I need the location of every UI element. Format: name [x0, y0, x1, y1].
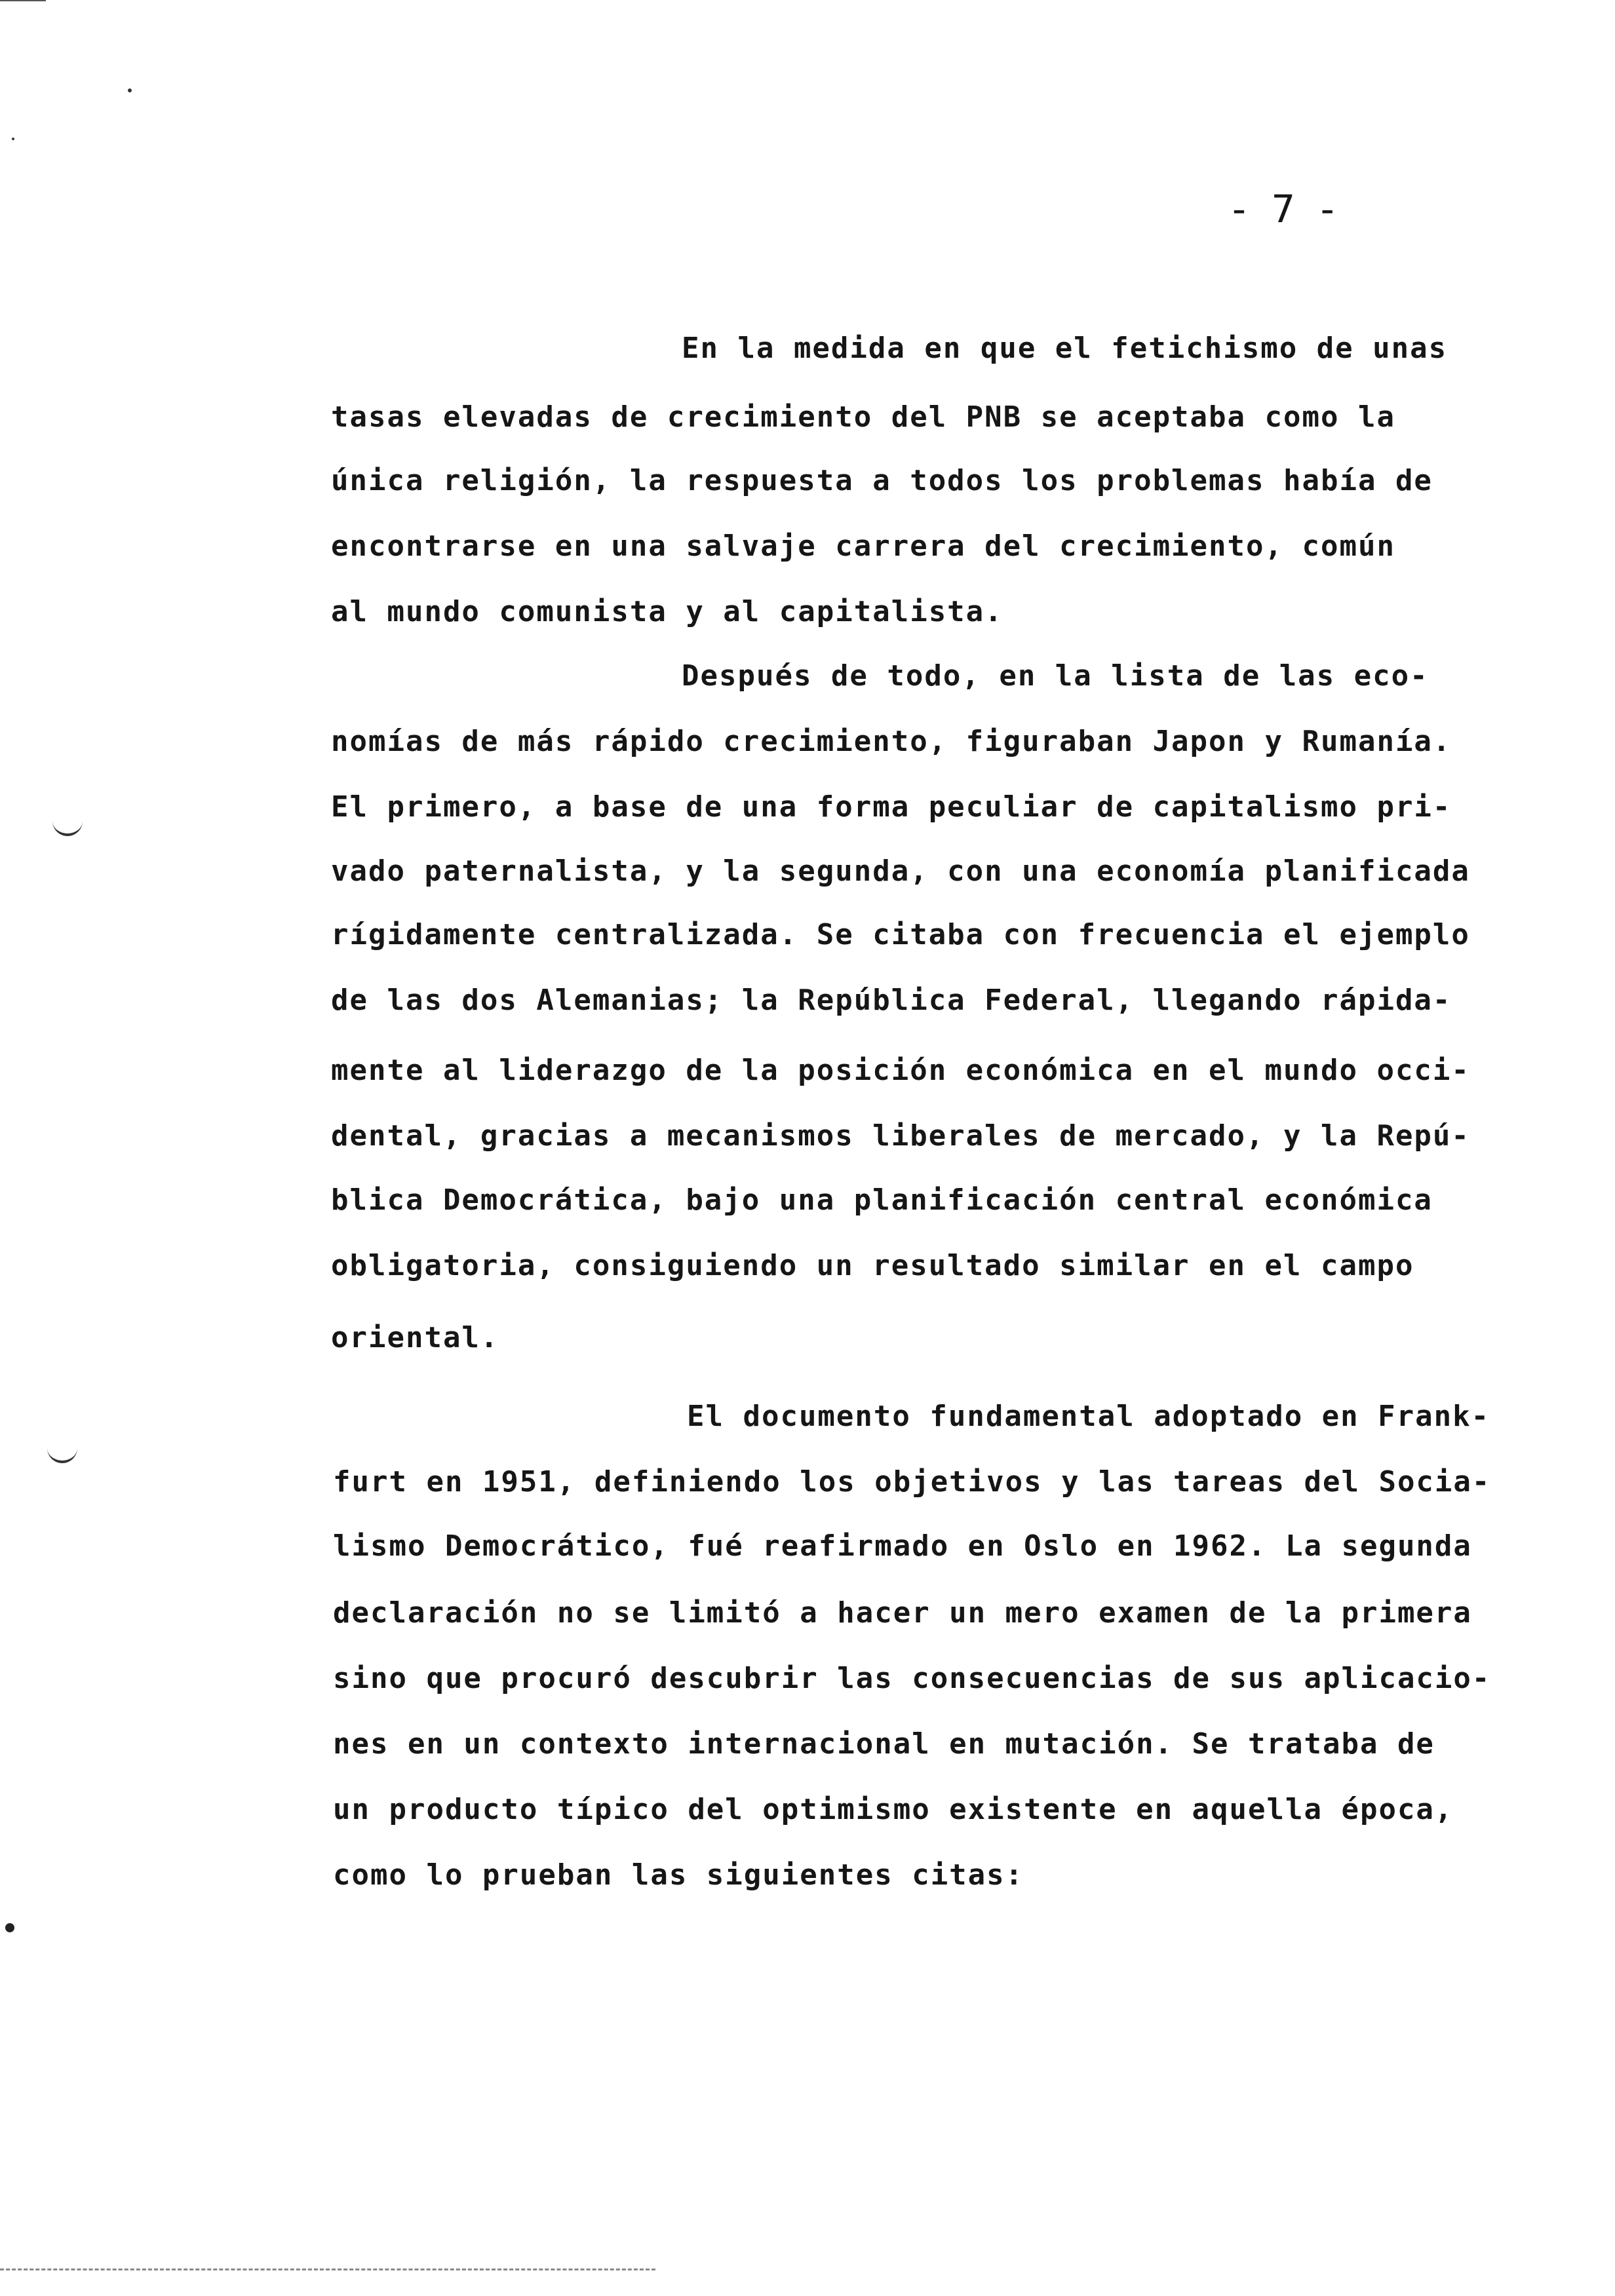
scan-speck	[128, 88, 132, 92]
page-number: - 7 -	[1232, 187, 1341, 231]
scan-bottom-edge	[0, 2268, 655, 2270]
text-line: al mundo comunista y al capitalista.	[331, 595, 1003, 628]
text-line: declaración no se limitó a hacer un mero examen de la primera	[333, 1596, 1472, 1630]
text-line: rígidamente centralizada. Se citaba con frecuencia el ejemplo	[331, 918, 1470, 951]
text-line: En la medida en que el fetichismo de unas	[682, 332, 1448, 365]
text-line: de las dos Alemanias; la República Federal, llegando rápida-	[331, 984, 1452, 1017]
scan-speck	[12, 138, 14, 140]
text-line: obligatoria, consiguiendo un resultado similar en el campo	[331, 1249, 1414, 1282]
text-line: nes en un contexto internacional en mutación. Se trataba de	[333, 1727, 1435, 1761]
text-line: dental, gracias a mecanismos liberales de mercado, y la Repú-	[331, 1119, 1470, 1153]
hole-punch-mark	[47, 1445, 77, 1463]
text-line: oriental.	[331, 1321, 499, 1354]
text-line: sino que procuró descubrir las consecuencias de sus aplicacio-	[333, 1662, 1491, 1695]
text-line: vado paternalista, y la segunda, con una economía planificada	[331, 854, 1470, 888]
text-line: encontrarse en una salvaje carrera del crecimiento, común	[331, 529, 1395, 563]
text-line: blica Democrática, bajo una planificación central económica	[331, 1183, 1433, 1217]
scan-speck	[5, 1923, 14, 1932]
hole-punch-mark	[52, 818, 83, 836]
text-line: nomías de más rápido crecimiento, figuraban Japon y Rumanía.	[331, 725, 1452, 758]
scan-edge-mark	[0, 0, 46, 1]
text-line: furt en 1951, definiendo los objetivos y las tareas del Socia-	[333, 1465, 1491, 1499]
text-line: mente al liderazgo de la posición económica en el mundo occi-	[331, 1054, 1470, 1087]
text-line: un producto típico del optimismo existente en aquella época,	[333, 1793, 1454, 1826]
text-line: Después de todo, en la lista de las eco-	[682, 659, 1429, 693]
text-line: El documento fundamental adoptado en Frank-	[687, 1400, 1490, 1433]
text-line: lismo Democrático, fué reafirmado en Oslo en 1962. La segunda	[333, 1529, 1472, 1563]
text-line: única religión, la respuesta a todos los problemas había de	[331, 464, 1433, 497]
text-line: tasas elevadas de crecimiento del PNB se aceptaba como la	[331, 400, 1395, 434]
text-line: como lo prueban las siguientes citas:	[333, 1858, 1024, 1892]
text-line: El primero, a base de una forma peculiar de capitalismo pri-	[331, 790, 1452, 824]
